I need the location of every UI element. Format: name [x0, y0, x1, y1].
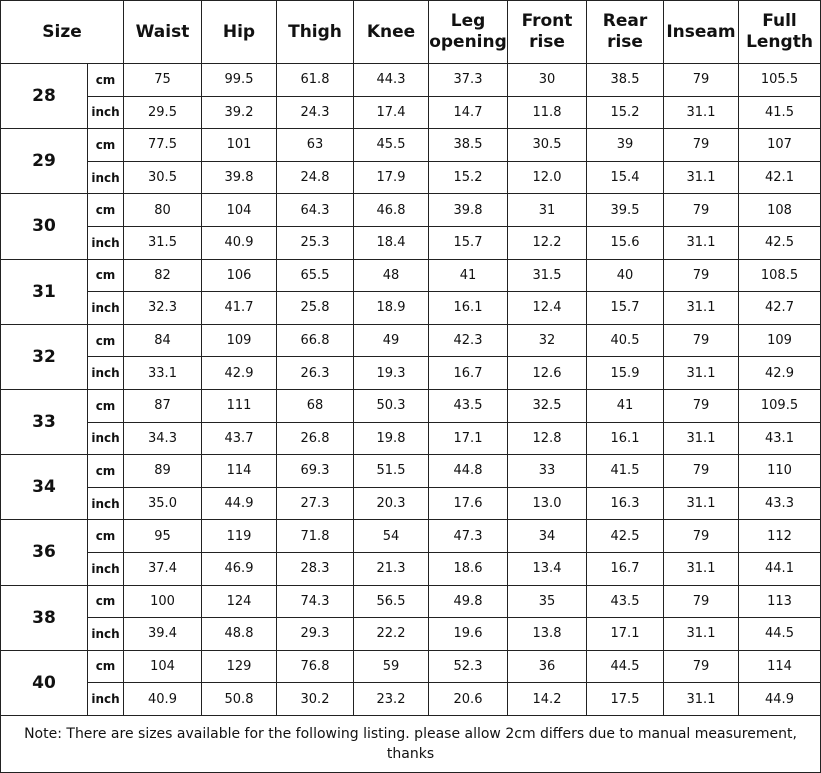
measurement-cell: 52.3 [429, 650, 508, 683]
measurement-cell: 68 [277, 389, 354, 422]
measurement-cell: 114 [739, 650, 821, 683]
size-label: 34 [1, 455, 88, 520]
unit-label: cm [88, 324, 124, 357]
measurement-cell: 16.1 [429, 292, 508, 325]
measurement-cell: 42.5 [587, 520, 664, 553]
measurement-cell: 18.6 [429, 552, 508, 585]
measurement-cell: 29.5 [124, 96, 202, 129]
measurement-cell: 76.8 [277, 650, 354, 683]
header-full-length: Full Length [739, 1, 821, 64]
measurement-cell: 31.1 [664, 618, 739, 651]
measurement-cell: 39.2 [202, 96, 277, 129]
measurement-cell: 77.5 [124, 129, 202, 162]
measurement-cell: 19.6 [429, 618, 508, 651]
measurement-cell: 104 [124, 650, 202, 683]
measurement-cell: 36 [508, 650, 587, 683]
measurement-cell: 32.3 [124, 292, 202, 325]
measurement-cell: 61.8 [277, 64, 354, 97]
table-row [1, 194, 821, 227]
measurement-cell: 79 [664, 129, 739, 162]
measurement-cell: 111 [202, 389, 277, 422]
measurement-cell: 101 [202, 129, 277, 162]
measurement-cell: 31.1 [664, 292, 739, 325]
measurement-cell: 41 [429, 259, 508, 292]
measurement-cell: 79 [664, 650, 739, 683]
measurement-cell: 51.5 [354, 455, 429, 488]
measurement-cell: 12.6 [508, 357, 587, 390]
measurement-cell: 114 [202, 455, 277, 488]
measurement-cell: 49.8 [429, 585, 508, 618]
table-row [1, 650, 821, 683]
measurement-cell: 45.5 [354, 129, 429, 162]
measurement-cell: 17.9 [354, 161, 429, 194]
unit-label: inch [88, 161, 124, 194]
table-row [1, 292, 821, 325]
size-label: 32 [1, 324, 88, 389]
unit-label: inch [88, 552, 124, 585]
note-text: Note: There are sizes available for the following listing. please allow 2cm differs due to manual measurement, thanks [1, 715, 821, 772]
table-row [1, 487, 821, 520]
measurement-cell: 42.9 [202, 357, 277, 390]
measurement-cell: 39.8 [202, 161, 277, 194]
header-size: Size [1, 1, 124, 64]
size-label: 31 [1, 259, 88, 324]
measurement-cell: 33.1 [124, 357, 202, 390]
unit-label: inch [88, 96, 124, 129]
measurement-cell: 17.4 [354, 96, 429, 129]
unit-label: inch [88, 487, 124, 520]
measurement-cell: 71.8 [277, 520, 354, 553]
header-knee: Knee [354, 1, 429, 64]
measurement-cell: 41 [587, 389, 664, 422]
measurement-cell: 59 [354, 650, 429, 683]
measurement-cell: 44.9 [739, 683, 821, 716]
size-label: 30 [1, 194, 88, 259]
measurement-cell: 31.1 [664, 96, 739, 129]
table-body [1, 64, 821, 716]
header-inseam: Inseam [664, 1, 739, 64]
measurement-cell: 17.1 [587, 618, 664, 651]
measurement-cell: 35.0 [124, 487, 202, 520]
measurement-cell: 32.5 [508, 389, 587, 422]
measurement-cell: 24.3 [277, 96, 354, 129]
measurement-cell: 44.5 [587, 650, 664, 683]
measurement-cell: 119 [202, 520, 277, 553]
measurement-cell: 39.8 [429, 194, 508, 227]
measurement-cell: 44.1 [739, 552, 821, 585]
measurement-cell: 54 [354, 520, 429, 553]
measurement-cell: 89 [124, 455, 202, 488]
measurement-cell: 31.1 [664, 357, 739, 390]
table-row [1, 226, 821, 259]
measurement-cell: 19.8 [354, 422, 429, 455]
measurement-cell: 33 [508, 455, 587, 488]
table-row [1, 129, 821, 162]
measurement-cell: 110 [739, 455, 821, 488]
measurement-cell: 12.4 [508, 292, 587, 325]
measurement-cell: 41.5 [587, 455, 664, 488]
measurement-cell: 29.3 [277, 618, 354, 651]
measurement-cell: 34.3 [124, 422, 202, 455]
measurement-cell: 109 [202, 324, 277, 357]
measurement-cell: 48 [354, 259, 429, 292]
measurement-cell: 63 [277, 129, 354, 162]
measurement-cell: 20.3 [354, 487, 429, 520]
table-row [1, 683, 821, 716]
measurement-cell: 42.1 [739, 161, 821, 194]
measurement-cell: 87 [124, 389, 202, 422]
measurement-cell: 16.7 [429, 357, 508, 390]
measurement-cell: 38.5 [429, 129, 508, 162]
measurement-cell: 16.1 [587, 422, 664, 455]
size-label: 33 [1, 389, 88, 454]
table-row [1, 455, 821, 488]
unit-label: cm [88, 194, 124, 227]
measurement-cell: 19.3 [354, 357, 429, 390]
measurement-cell: 42.5 [739, 226, 821, 259]
unit-label: cm [88, 129, 124, 162]
header-thigh: Thigh [277, 1, 354, 64]
measurement-cell: 17.6 [429, 487, 508, 520]
measurement-cell: 105.5 [739, 64, 821, 97]
unit-label: inch [88, 357, 124, 390]
unit-label: cm [88, 585, 124, 618]
measurement-cell: 109.5 [739, 389, 821, 422]
unit-label: inch [88, 422, 124, 455]
measurement-cell: 43.3 [739, 487, 821, 520]
unit-label: cm [88, 520, 124, 553]
measurement-cell: 18.9 [354, 292, 429, 325]
measurement-cell: 42.7 [739, 292, 821, 325]
measurement-cell: 75 [124, 64, 202, 97]
measurement-cell: 13.4 [508, 552, 587, 585]
measurement-cell: 24.8 [277, 161, 354, 194]
measurement-cell: 95 [124, 520, 202, 553]
table-row [1, 422, 821, 455]
measurement-cell: 66.8 [277, 324, 354, 357]
header-row [1, 1, 821, 64]
measurement-cell: 31.1 [664, 161, 739, 194]
measurement-cell: 26.3 [277, 357, 354, 390]
measurement-cell: 49 [354, 324, 429, 357]
measurement-cell: 37.4 [124, 552, 202, 585]
measurement-cell: 39.4 [124, 618, 202, 651]
measurement-cell: 84 [124, 324, 202, 357]
measurement-cell: 40.9 [202, 226, 277, 259]
measurement-cell: 15.2 [587, 96, 664, 129]
measurement-cell: 69.3 [277, 455, 354, 488]
measurement-cell: 25.3 [277, 226, 354, 259]
unit-label: cm [88, 455, 124, 488]
size-label: 38 [1, 585, 88, 650]
measurement-cell: 28.3 [277, 552, 354, 585]
header-waist: Waist [124, 1, 202, 64]
size-label: 36 [1, 520, 88, 585]
measurement-cell: 47.3 [429, 520, 508, 553]
header-rear-rise: Rear rise [587, 1, 664, 64]
measurement-cell: 99.5 [202, 64, 277, 97]
unit-label: cm [88, 650, 124, 683]
measurement-cell: 30.5 [508, 129, 587, 162]
measurement-cell: 43.5 [429, 389, 508, 422]
measurement-cell: 79 [664, 64, 739, 97]
unit-label: inch [88, 226, 124, 259]
measurement-cell: 79 [664, 259, 739, 292]
measurement-cell: 40 [587, 259, 664, 292]
measurement-cell: 79 [664, 455, 739, 488]
measurement-cell: 44.8 [429, 455, 508, 488]
measurement-cell: 41.5 [739, 96, 821, 129]
measurement-cell: 104 [202, 194, 277, 227]
measurement-cell: 43.7 [202, 422, 277, 455]
measurement-cell: 12.2 [508, 226, 587, 259]
measurement-cell: 21.3 [354, 552, 429, 585]
measurement-cell: 15.2 [429, 161, 508, 194]
measurement-cell: 31.1 [664, 226, 739, 259]
measurement-cell: 31.5 [124, 226, 202, 259]
measurement-cell: 18.4 [354, 226, 429, 259]
measurement-cell: 64.3 [277, 194, 354, 227]
measurement-cell: 31.1 [664, 422, 739, 455]
measurement-cell: 39 [587, 129, 664, 162]
table-row [1, 618, 821, 651]
measurement-cell: 16.3 [587, 487, 664, 520]
size-label: 29 [1, 129, 88, 194]
measurement-cell: 44.5 [739, 618, 821, 651]
measurement-cell: 11.8 [508, 96, 587, 129]
measurement-cell: 108.5 [739, 259, 821, 292]
measurement-cell: 34 [508, 520, 587, 553]
measurement-cell: 65.5 [277, 259, 354, 292]
table-row [1, 96, 821, 129]
measurement-cell: 79 [664, 389, 739, 422]
measurement-cell: 74.3 [277, 585, 354, 618]
measurement-cell: 48.8 [202, 618, 277, 651]
table-row [1, 259, 821, 292]
measurement-cell: 109 [739, 324, 821, 357]
measurement-cell: 112 [739, 520, 821, 553]
measurement-cell: 39.5 [587, 194, 664, 227]
measurement-cell: 15.9 [587, 357, 664, 390]
table-row [1, 389, 821, 422]
unit-label: inch [88, 618, 124, 651]
measurement-cell: 14.2 [508, 683, 587, 716]
measurement-cell: 124 [202, 585, 277, 618]
unit-label: inch [88, 683, 124, 716]
measurement-cell: 26.8 [277, 422, 354, 455]
unit-label: cm [88, 389, 124, 422]
measurement-cell: 12.8 [508, 422, 587, 455]
measurement-cell: 79 [664, 585, 739, 618]
header-hip: Hip [202, 1, 277, 64]
measurement-cell: 31.1 [664, 487, 739, 520]
size-label: 40 [1, 650, 88, 715]
measurement-cell: 15.4 [587, 161, 664, 194]
measurement-cell: 15.7 [429, 226, 508, 259]
measurement-cell: 79 [664, 194, 739, 227]
unit-label: cm [88, 64, 124, 97]
measurement-cell: 129 [202, 650, 277, 683]
table-row [1, 357, 821, 390]
measurement-cell: 13.0 [508, 487, 587, 520]
measurement-cell: 17.1 [429, 422, 508, 455]
measurement-cell: 44.9 [202, 487, 277, 520]
table-row [1, 64, 821, 97]
measurement-cell: 38.5 [587, 64, 664, 97]
measurement-cell: 25.8 [277, 292, 354, 325]
measurement-cell: 108 [739, 194, 821, 227]
unit-label: inch [88, 292, 124, 325]
measurement-cell: 17.5 [587, 683, 664, 716]
unit-label: cm [88, 259, 124, 292]
measurement-cell: 31.1 [664, 683, 739, 716]
measurement-cell: 30 [508, 64, 587, 97]
measurement-cell: 100 [124, 585, 202, 618]
table-row [1, 520, 821, 553]
measurement-cell: 107 [739, 129, 821, 162]
measurement-cell: 43.5 [587, 585, 664, 618]
measurement-cell: 42.3 [429, 324, 508, 357]
measurement-cell: 50.8 [202, 683, 277, 716]
measurement-cell: 35 [508, 585, 587, 618]
measurement-cell: 56.5 [354, 585, 429, 618]
measurement-cell: 79 [664, 520, 739, 553]
header-leg-opening: Leg opening [429, 1, 508, 64]
table-row [1, 552, 821, 585]
measurement-cell: 30.2 [277, 683, 354, 716]
measurement-cell: 106 [202, 259, 277, 292]
note-row [1, 715, 821, 772]
measurement-cell: 32 [508, 324, 587, 357]
measurement-cell: 50.3 [354, 389, 429, 422]
measurement-cell: 12.0 [508, 161, 587, 194]
header-front-rise: Front rise [508, 1, 587, 64]
measurement-cell: 46.9 [202, 552, 277, 585]
table-row [1, 324, 821, 357]
measurement-cell: 37.3 [429, 64, 508, 97]
measurement-cell: 22.2 [354, 618, 429, 651]
measurement-cell: 13.8 [508, 618, 587, 651]
measurement-cell: 40.9 [124, 683, 202, 716]
measurement-cell: 41.7 [202, 292, 277, 325]
measurement-cell: 15.7 [587, 292, 664, 325]
measurement-cell: 20.6 [429, 683, 508, 716]
measurement-cell: 23.2 [354, 683, 429, 716]
measurement-cell: 82 [124, 259, 202, 292]
measurement-cell: 46.8 [354, 194, 429, 227]
measurement-cell: 80 [124, 194, 202, 227]
measurement-cell: 31.1 [664, 552, 739, 585]
measurement-cell: 79 [664, 324, 739, 357]
measurement-cell: 27.3 [277, 487, 354, 520]
measurement-cell: 16.7 [587, 552, 664, 585]
measurement-cell: 30.5 [124, 161, 202, 194]
measurement-cell: 43.1 [739, 422, 821, 455]
measurement-cell: 113 [739, 585, 821, 618]
size-label: 28 [1, 64, 88, 129]
measurement-cell: 42.9 [739, 357, 821, 390]
measurement-cell: 31.5 [508, 259, 587, 292]
measurement-cell: 31 [508, 194, 587, 227]
measurement-cell: 14.7 [429, 96, 508, 129]
table-row [1, 161, 821, 194]
measurement-cell: 40.5 [587, 324, 664, 357]
measurement-cell: 15.6 [587, 226, 664, 259]
table-row [1, 585, 821, 618]
measurement-cell: 44.3 [354, 64, 429, 97]
